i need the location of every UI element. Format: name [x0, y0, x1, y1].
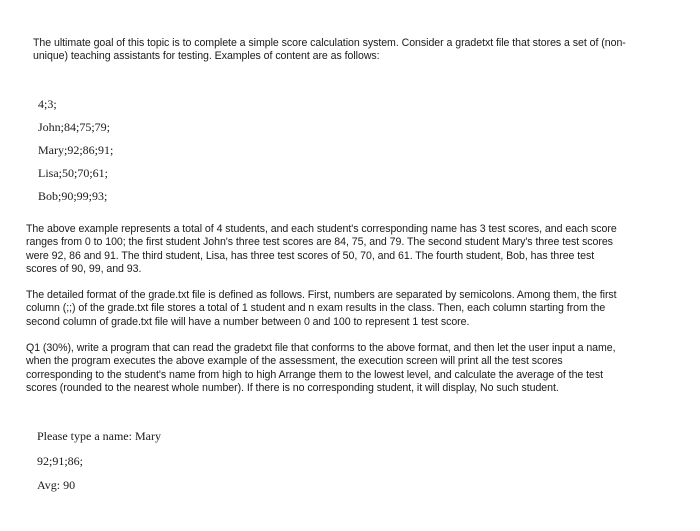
- format-line-1: The detailed format of the grade.txt file is defined as follows. First, numbers are separated by semicolons. Among them, the first: [26, 289, 617, 301]
- example-line-mary: Mary;92;86;91;: [38, 143, 114, 157]
- intro-line-2: unique) teaching assistants for testing. Examples of content are as follows:: [33, 50, 380, 63]
- intro-line-1: The ultimate goal of this topic is to complete a simple score calculation system. Consider a gradetxt file that stores a set of (non-: [33, 37, 626, 49]
- explanation-line-4: scores of 90, 99, and 93.: [26, 263, 142, 276]
- question-line-1: Q1 (30%), write a program that can read the gradetxt file that conforms to the above format, and then let the user input a name,: [26, 342, 616, 354]
- example-file-content: [38, 97, 113, 212]
- format-line-3: second column of grade.txt file will have a number between 0 and 100 to represent 1 test score.: [26, 315, 470, 328]
- output-average: Avg: 90: [37, 478, 76, 492]
- example-line-bob: Bob;90;99;93;: [38, 189, 108, 203]
- explanation-paragraph: [26, 223, 682, 277]
- example-line-john: John;84;75;79;: [38, 120, 111, 134]
- example-header-line: 4;3;: [38, 97, 57, 111]
- format-line-2: column (;;) of the grade.txt file stores a total of 1 student and n exam results in the class. Then, each column starting from the: [26, 302, 606, 315]
- explanation-line-2: ranges from 0 to 100; the first student John's three test scores are 84, 75, and 79. The second student Mary's three test scores: [26, 236, 613, 249]
- question-line-2: when the program executes the above example of the assessment, the execution screen will print all the test scores: [26, 355, 563, 368]
- explanation-line-3: were 92, 86 and 91. The third student, Lisa, has three test scores of 50, 70, and 61. The fourth student, Bob, has three test: [26, 249, 595, 262]
- example-line-lisa: Lisa;50;70;61;: [38, 166, 108, 180]
- question-paragraph: [26, 342, 682, 396]
- output-prompt: Please type a name: Mary: [37, 429, 161, 443]
- explanation-line-1: The above example represents a total of 4 students, and each student's corresponding name has 3 test scores, and each score: [26, 223, 617, 235]
- sample-output: [37, 429, 161, 503]
- format-paragraph: [26, 289, 682, 329]
- question-line-4: scores (rounded to the nearest whole number). If there is no corresponding student, it will display, No such student.: [26, 382, 559, 395]
- intro-paragraph: [33, 37, 683, 64]
- question-line-3: corresponding to the student's name from high to high Arrange them to the lowest level, and calculate the average of the test: [26, 368, 604, 381]
- output-scores: 92;91;86;: [37, 453, 84, 468]
